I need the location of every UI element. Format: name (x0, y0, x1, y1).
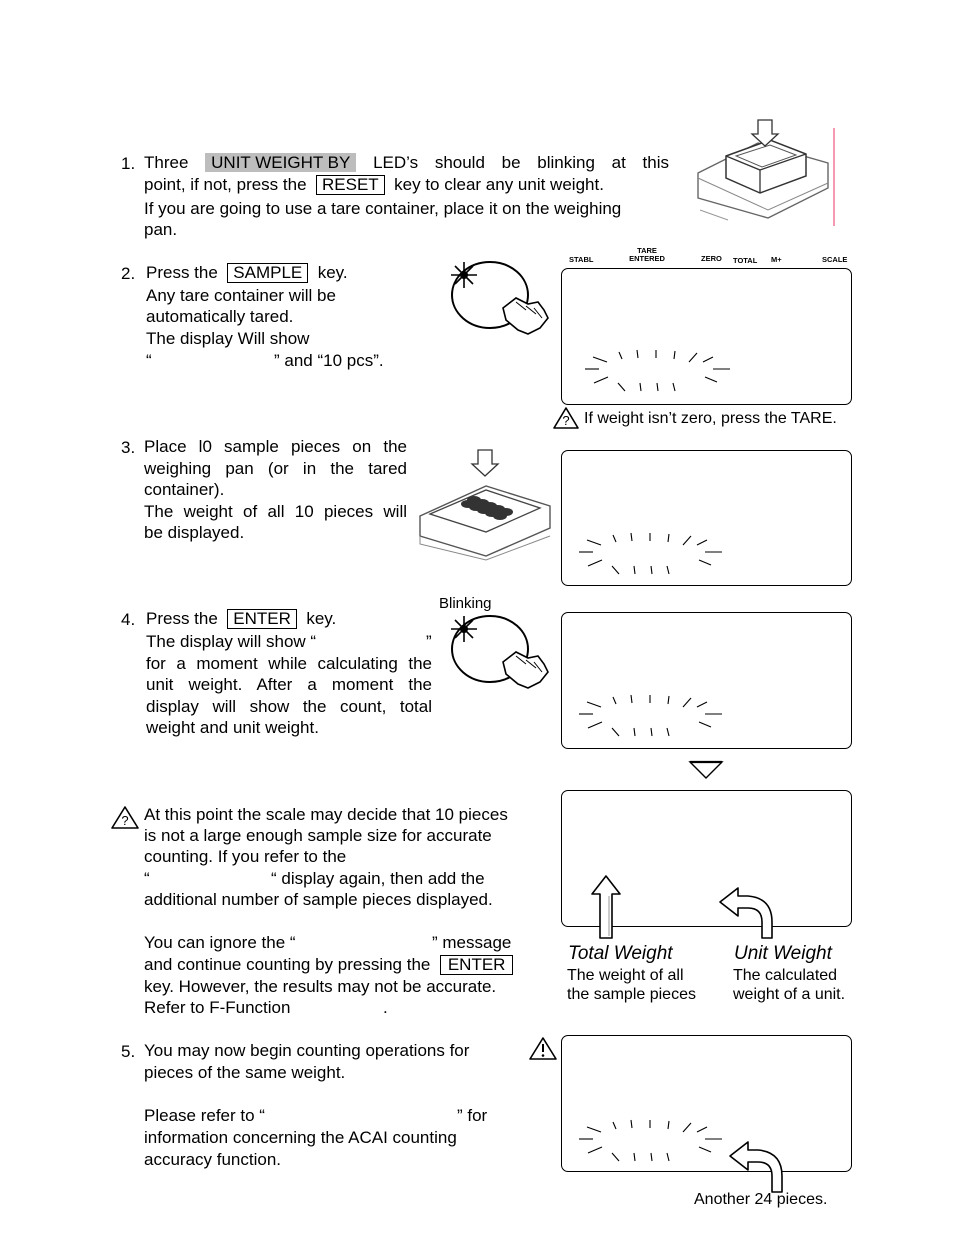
caution-icon (529, 1037, 557, 1061)
step3-line4: The weight of all 10 pieces will (144, 502, 407, 521)
step3-line5: be displayed. (144, 523, 245, 542)
step5-line5: accuracy function. (144, 1150, 282, 1169)
step4-line1: Press the ENTER key. (146, 609, 337, 628)
note-line6a: You can ignore the “ (144, 933, 296, 952)
total-weight-arrow-icon (590, 874, 622, 940)
step5-line3a: Please refer to “ (144, 1106, 265, 1125)
step2-line1: Press the SAMPLE key. (146, 263, 348, 282)
note-line3: counting. If you refer to the (144, 847, 347, 866)
note-line7: and continue counting by pressing the ENTER (144, 954, 513, 976)
step1-line4: pan. (144, 220, 178, 239)
another-pieces-arrow-icon (728, 1140, 786, 1194)
press-enter-key-illustration (448, 612, 563, 692)
step1-number: 1. (121, 154, 136, 173)
step3-line2: weighing pan (or in the tared (144, 459, 407, 478)
step1-line3: If you are going to use a tare container, place it on the weighing (144, 199, 622, 218)
enter-key-note: ENTER (440, 955, 514, 975)
step5-line1: You may now begin counting operations for (144, 1041, 470, 1060)
step5-line4: information concerning the ACAI counting (144, 1128, 457, 1147)
note-line2: is not a large enough sample size for accurate (144, 826, 492, 845)
press-sample-key-illustration (448, 258, 563, 338)
tare-note: If weight isn’t zero, press the TARE. (584, 410, 837, 427)
step3-line3: container). (144, 480, 225, 499)
down-arrow-icon (688, 760, 724, 780)
annunciator-scale: SCALE (822, 255, 848, 264)
step4-line4: unit weight. After a moment the (146, 675, 432, 694)
unit-weight-title: Unit Weight (734, 943, 832, 964)
step4-line5: display will show the count, total (146, 697, 432, 716)
enter-key: ENTER (227, 609, 297, 629)
unit-weight-desc1: The calculated (733, 967, 838, 984)
total-weight-desc2: the sample pieces (567, 986, 696, 1003)
unit-weight-arrow-icon (718, 886, 776, 940)
another-pieces-label: Another 24 pieces. (694, 1191, 828, 1208)
annunciator-tare-entered: TARE ENTERED (629, 246, 665, 263)
note-line6b: ” message (432, 933, 512, 952)
annunciator-total: TOTAL (733, 256, 758, 265)
step2-number: 2. (121, 264, 136, 283)
blinking-label: Blinking (439, 595, 492, 612)
note-line8: key. However, the results may not be accurate. (144, 977, 497, 996)
annunciator-stabl: STABL (569, 255, 594, 264)
annunciator-mplus: M+ (771, 255, 782, 264)
step3-number: 3. (121, 438, 136, 457)
step4-line2a: The display will show “ (146, 632, 317, 651)
unit-weight-by-led-label: UNIT WEIGHT BY (205, 153, 356, 172)
step1-line2: point, if not, press the RESET key to clear any unit weight. (144, 175, 604, 194)
note-warning-icon (111, 806, 139, 830)
step3-line1: Place l0 sample pieces on the (144, 437, 407, 456)
blink-marks-5 (579, 1115, 729, 1165)
note-line1: At this point the scale may decide that 10 pieces (144, 805, 508, 824)
step5-line2: pieces of the same weight. (144, 1063, 346, 1082)
reset-key: RESET (316, 175, 385, 195)
step4-line2b: ” (426, 632, 432, 651)
unit-weight-desc2: weight of a unit. (733, 986, 846, 1003)
note-line4a: “ (144, 869, 150, 888)
step4-line3: for a moment while calculating the (146, 654, 432, 673)
note-line9a: Refer to F-Function (144, 998, 291, 1017)
step2-line4: The display Will show (146, 329, 310, 348)
warning-icon (553, 407, 579, 430)
step2-line5-open: “ (146, 351, 152, 370)
scale-with-pieces-illustration (416, 448, 556, 560)
step2-line2: Any tare container will be (146, 286, 336, 305)
step4-line6: weight and unit weight. (146, 718, 319, 737)
blink-marks-2 (579, 530, 729, 580)
step2-line5-close: ” and “10 pcs”. (274, 351, 384, 370)
note-line5: additional number of sample pieces displayed. (144, 890, 493, 909)
note-line9b: . (383, 998, 388, 1017)
step5-number: 5. (121, 1042, 136, 1061)
step4-number: 4. (121, 610, 136, 629)
blink-marks-1 (585, 345, 735, 395)
step5-line3b: ” for (457, 1106, 488, 1125)
note-line4b: “ display again, then add the (271, 869, 485, 888)
annunciator-zero: ZERO (701, 254, 722, 263)
scale-with-container-illustration (688, 118, 838, 228)
svg-text:?: ? (121, 813, 129, 828)
step2-line3: automatically tared. (146, 307, 294, 326)
sample-key: SAMPLE (227, 263, 308, 283)
svg-text:?: ? (562, 413, 570, 428)
total-weight-desc1: The weight of all (567, 967, 684, 984)
step1-line1: Three UNIT WEIGHT BY LED’s should be blinking at this (144, 153, 669, 172)
blink-marks-3 (579, 690, 729, 740)
total-weight-title: Total Weight (568, 943, 673, 964)
